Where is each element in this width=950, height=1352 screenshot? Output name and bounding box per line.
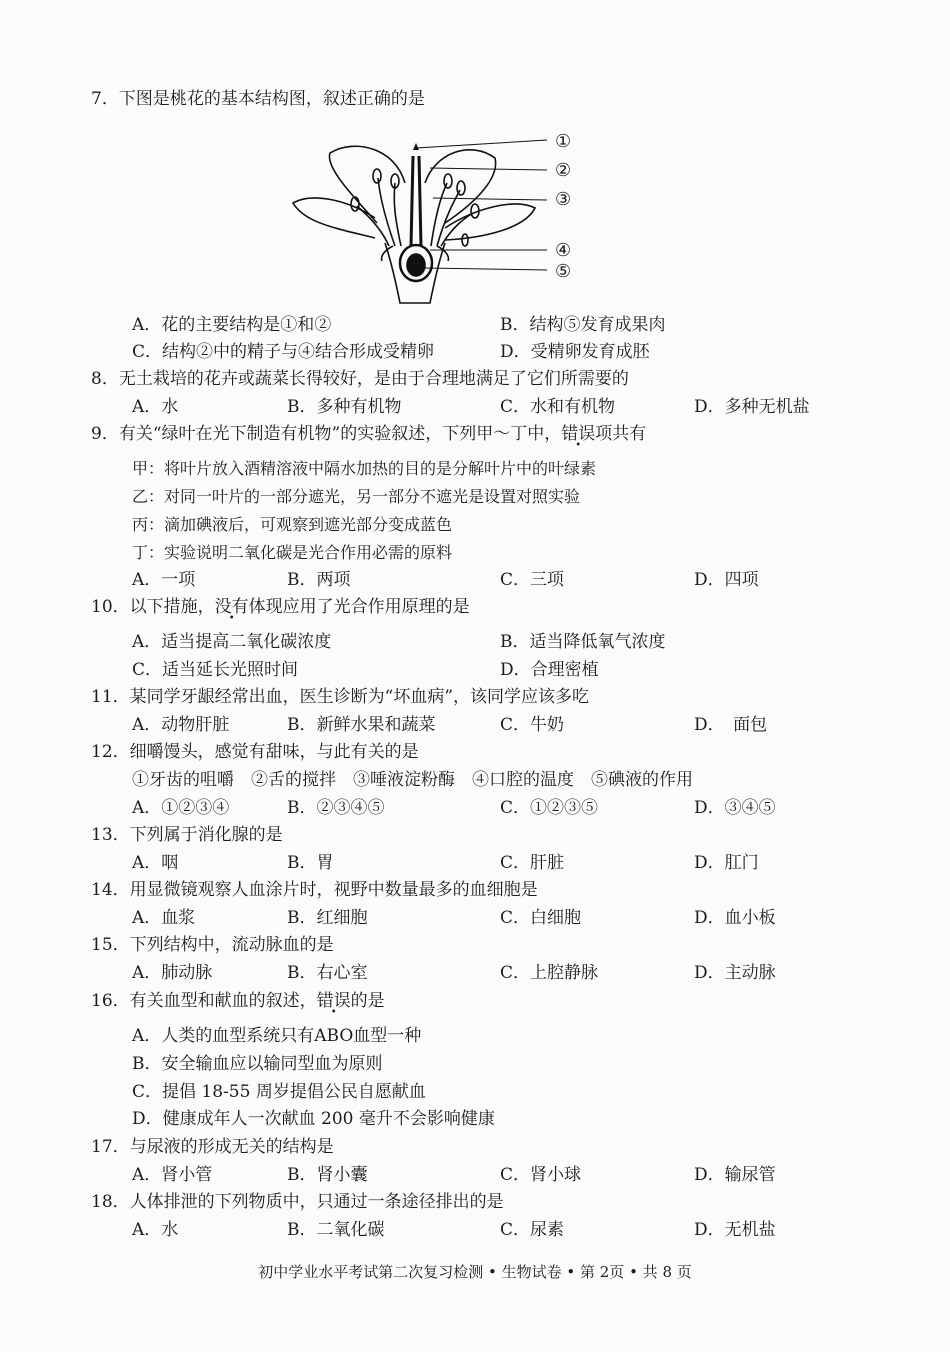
question-11-stem: 11．某同学牙龈经常出血，医生诊断为“坏血病”，该同学应该多吃 — [91, 687, 590, 707]
question-14-option-c: C．白细胞 — [500, 908, 582, 928]
question-15-option-a: A．肺动脉 — [132, 963, 213, 983]
question-18-option-c: C．尿素 — [500, 1220, 565, 1240]
question-9-statement-bing: 丙：滴加碘液后，可观察到遮光部分变成蓝色 — [132, 515, 453, 534]
peach-flower-structure-diagram — [285, 128, 555, 313]
question-17-stem: 17．与尿液的形成无关的结构是 — [91, 1137, 334, 1157]
question-9-option-a: A．一项 — [132, 570, 196, 590]
question-14-option-a: A．血浆 — [132, 908, 196, 928]
stigma — [413, 143, 419, 150]
question-11-option-c: C．牛奶 — [500, 715, 565, 735]
question-7-option-a: A．花的主要结构是①和② — [132, 315, 332, 335]
question-9-option-d: D．四项 — [694, 570, 759, 590]
question-9-stem-part-3: 项共有 — [595, 424, 647, 444]
question-14-option-b: B．红细胞 — [287, 908, 368, 928]
question-16-emphasis: 错误 — [316, 991, 351, 1011]
question-9-option-b: B．两项 — [287, 570, 351, 590]
question-17-option-c: C．肾小球 — [500, 1165, 582, 1185]
diagram-label-1: ① — [555, 131, 572, 152]
question-10-stem-part-1: 10．以下措施， — [91, 597, 215, 617]
question-9-option-c: C．三项 — [500, 570, 565, 590]
question-9-statement-jia: 甲：将叶片放入酒精溶液中隔水加热的目的是分解叶片中的叶绿素 — [132, 459, 597, 478]
question-16-option-d: D．健康成年人一次献血 200 毫升不会影响健康 — [132, 1109, 495, 1129]
upper-right-petal — [425, 150, 496, 223]
question-9-statement-ding: 丁：实验说明二氧化碳是光合作用必需的原料 — [132, 543, 453, 562]
question-16-stem — [91, 990, 385, 1012]
question-11-option-d: D． 面包 — [694, 715, 768, 735]
question-15-stem: 15．下列结构中，流动脉血的是 — [91, 935, 334, 955]
question-14-stem: 14．用显微镜观察人血涂片时，视野中数量最多的血细胞是 — [91, 880, 538, 900]
question-10-stem — [91, 596, 470, 618]
question-10-emphasis: 没有 — [214, 597, 249, 617]
question-13-stem: 13．下列属于消化腺的是 — [91, 825, 283, 845]
question-17-option-b: B．肾小囊 — [287, 1165, 368, 1185]
question-7-option-b: B．结构⑤发育成果肉 — [500, 315, 666, 335]
question-13-option-a: A．咽 — [132, 853, 179, 873]
question-7-option-c: C．结构②中的精子与④结合形成受精卵 — [132, 342, 435, 362]
question-12-option-b: B．②③④⑤ — [287, 798, 385, 818]
question-13-option-c: C．肝脏 — [500, 853, 565, 873]
question-10-option-d: D．合理密植 — [500, 660, 599, 680]
diagram-label-3: ③ — [555, 189, 572, 210]
question-18-option-d: D．无机盐 — [694, 1220, 776, 1240]
diagram-label-4: ④ — [555, 240, 572, 261]
question-10-option-b: B．适当降低氧气浓度 — [500, 632, 666, 652]
diagram-label-5: ⑤ — [555, 261, 572, 282]
question-12-items: ①牙齿的咀嚼 ②舌的搅拌 ③唾液淀粉酶 ④口腔的温度 ⑤碘液的作用 — [132, 770, 693, 790]
question-18-stem: 18．人体排泄的下列物质中，只通过一条途径排出的是 — [91, 1192, 504, 1212]
question-16-option-a: A．人类的血型系统只有ABO血型一种 — [132, 1026, 422, 1046]
question-17-option-d: D．输尿管 — [694, 1165, 776, 1185]
question-8-option-d: D．多种无机盐 — [694, 397, 810, 417]
question-8-option-b: B．多种有机物 — [287, 397, 402, 417]
question-9-stem-part-1: 9．有关“绿叶在光下制造有机物”的实验叙述，下列甲～丁中， — [91, 424, 562, 444]
question-10-option-a: A．适当提高二氧化碳浓度 — [132, 632, 332, 652]
question-15-option-c: C．上腔静脉 — [500, 963, 599, 983]
question-17-option-a: A．肾小管 — [132, 1165, 213, 1185]
question-16-stem-part-3: 的是 — [350, 991, 385, 1011]
question-7-option-d: D．受精卵发育成胚 — [500, 342, 650, 362]
question-15-option-b: B．右心室 — [287, 963, 368, 983]
question-10-stem-part-3: 体现应用了光合作用原理的是 — [248, 597, 470, 617]
question-8-option-a: A．水 — [132, 397, 179, 417]
question-14-option-d: D．血小板 — [694, 908, 776, 928]
question-16-option-c: C．提倡 18-55 周岁提倡公民自愿献血 — [132, 1082, 426, 1102]
question-11-option-b: B．新鲜水果和蔬菜 — [287, 715, 436, 735]
question-12-option-a: A．①②③④ — [132, 798, 230, 818]
question-12-option-c: C．①②③⑤ — [500, 798, 599, 818]
question-7-stem: 7．下图是桃花的基本结构图，叙述正确的是 — [91, 89, 425, 109]
question-15-option-d: D．主动脉 — [694, 963, 776, 983]
question-18-option-a: A．水 — [132, 1220, 179, 1240]
upper-left-petal — [329, 146, 405, 223]
question-9-emphasis: 错误 — [561, 424, 596, 444]
question-8-option-c: C．水和有机物 — [500, 397, 616, 417]
question-12-option-d: D．③④⑤ — [694, 798, 776, 818]
question-9-statement-yi: 乙：对同一叶片的一部分遮光，另一部分不遮光是设置对照实验 — [132, 487, 581, 506]
page-footer: 初中学业水平考试第二次复习检测 • 生物试卷 • 第 2页 • 共 8 页 — [258, 1263, 692, 1281]
question-16-stem-part-1: 16．有关血型和献血的叙述， — [91, 991, 317, 1011]
question-13-option-b: B．胃 — [287, 853, 334, 873]
question-9-stem — [91, 423, 646, 445]
question-12-stem: 12．细嚼馒头，感觉有甜味，与此有关的是 — [91, 742, 419, 762]
question-18-option-b: B．二氧化碳 — [287, 1220, 385, 1240]
question-13-option-d: D．肛门 — [694, 853, 759, 873]
right-petal — [445, 204, 535, 240]
left-petal — [293, 198, 375, 238]
question-8-stem: 8．无土栽培的花卉或蔬菜长得较好，是由于合理地满足了它们所需要的 — [91, 369, 629, 389]
question-10-option-c: C．适当延长光照时间 — [132, 660, 299, 680]
question-16-option-b: B．安全输血应以输同型血为原则 — [132, 1054, 383, 1074]
diagram-label-2: ② — [555, 160, 572, 181]
question-11-option-a: A．动物肝脏 — [132, 715, 230, 735]
